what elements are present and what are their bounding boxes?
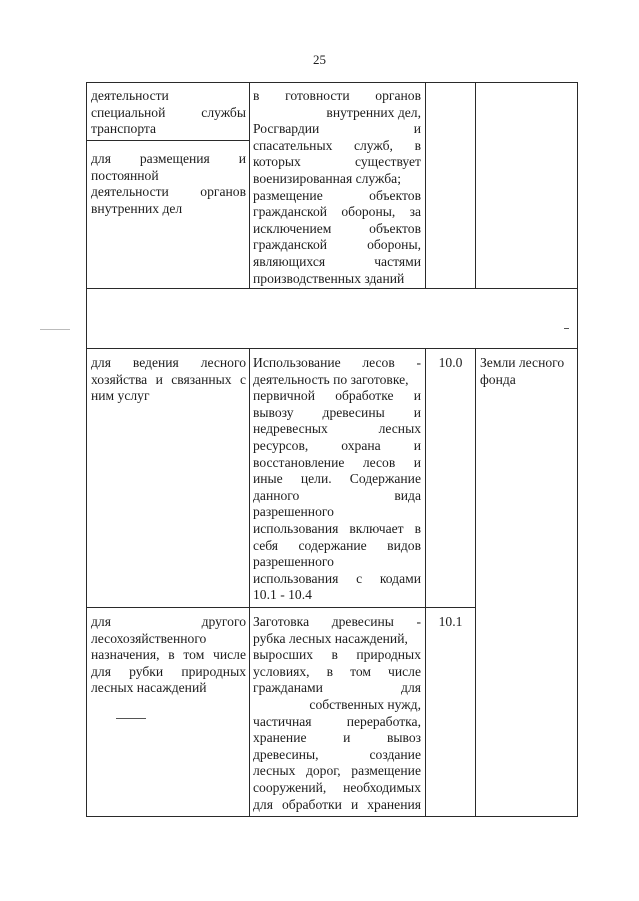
cell-forestry-services: для ведения лесного хозяйства и связанных с ним услуг — [91, 355, 246, 404]
column-divider — [475, 82, 476, 288]
land-category: Земли лесного фонда — [480, 355, 565, 387]
row-divider — [86, 348, 578, 349]
row-divider — [86, 607, 476, 608]
cell-other-forestry: для другого лесохозяйственного назначения, в том числе для рубки природных лесных насаждений — [91, 614, 246, 696]
cell-description-r1: в готовности органов внутренних дел, Росгвардии и спасательных служб, в которых существует военизированная служба; размещение объектов гражданской обороны, за исключением объектов гражданской обороны, являющихся частями производственных зданий — [253, 88, 421, 286]
cell-activity-transport: деятельности специальной службы транспорта — [91, 88, 246, 137]
page-number: 25 — [313, 52, 326, 67]
cell-internal-affairs: для размещения и постоянной деятельности органов внутренних дел — [91, 151, 246, 216]
scan-mark — [40, 329, 70, 330]
table-border-top — [86, 82, 578, 83]
column-divider — [425, 82, 426, 288]
scan-mark — [564, 328, 569, 329]
land-use-table — [86, 82, 578, 816]
table-border-bottom — [86, 816, 578, 817]
cell-description-r3: Заготовка древесины - рубка лесных насаждений, выросших в природных условиях, в том числе гражданами для собственных нужд, частичная переработка, хранение и вывоз древесины, создание лесных дорог, размещение сооружений, необходимых для обработки и хранения — [253, 614, 421, 812]
code-10-0: 10.0 — [438, 355, 463, 370]
scan-mark — [116, 718, 146, 719]
table-border-left — [86, 82, 87, 816]
code-10-1: 10.1 — [438, 614, 463, 629]
column-divider — [425, 348, 426, 816]
row-divider — [86, 288, 578, 289]
column-divider — [249, 348, 250, 816]
column-divider — [475, 348, 476, 816]
column-divider — [249, 82, 250, 288]
cell-description-r2: Использование лесов - деятельность по заготовке, первичной обработке и вывозу древесины и недревесных лесных ресурсов, охрана и восстановление лесов и иные цели. Содержание данного вида разрешенного использования включает в себя содержание видов разрешенного использования с кодами 10.1 - 10.4 — [253, 355, 421, 603]
row-divider — [86, 140, 249, 141]
table-border-right — [577, 82, 578, 816]
